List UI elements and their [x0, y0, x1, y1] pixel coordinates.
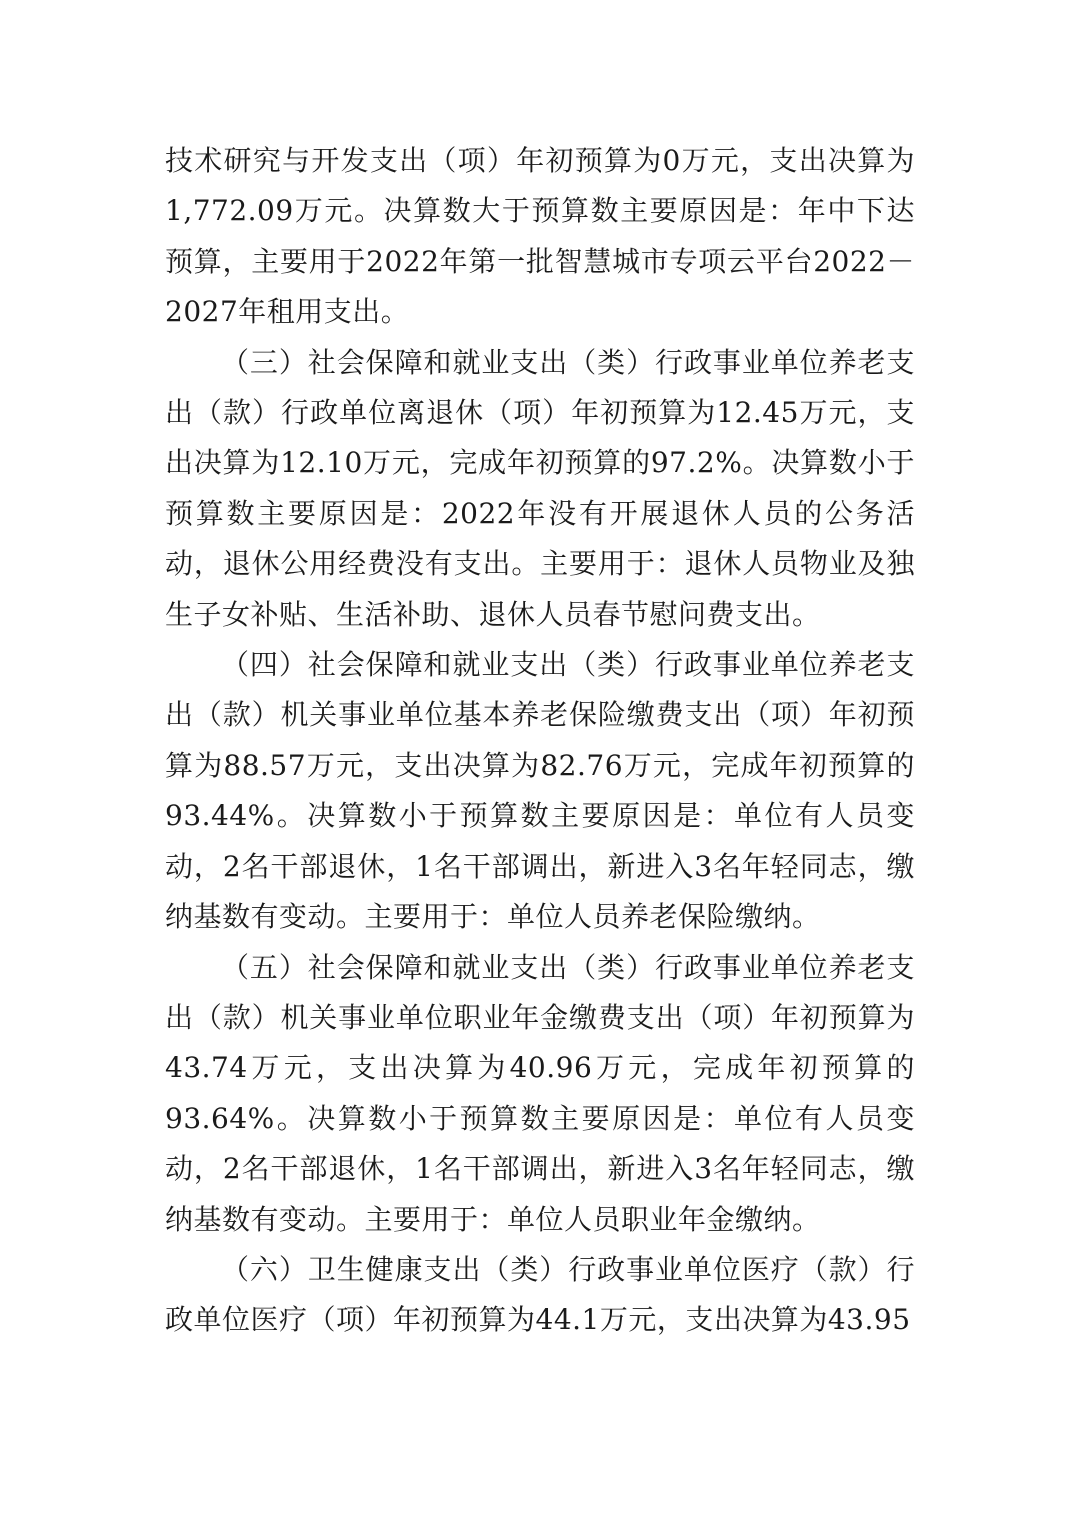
- paragraph-section-5: （五）社会保障和就业支出（类）行政事业单位养老支出（款）机关事业单位职业年金缴费支出（项）年初预算为43.74万元，支出决算为40.96万元，完成年初预算的93.64%。决算数小于预算数主要原因是：单位有人员变动，2名干部退休，1名干部调出，新进入3名年轻同志，缴纳基数有变动。主要用于：单位人员职业年金缴纳。: [165, 950, 915, 1236]
- paragraph-section-4: （四）社会保障和就业支出（类）行政事业单位养老支出（款）机关事业单位基本养老保险缴费支出（项）年初预算为88.57万元，支出决算为82.76万元，完成年初预算的93.44%。决算数小于预算数主要原因是：单位有人员变动，2名干部退休，1名干部调出，新进入3名年轻同志，缴纳基数有变动。主要用于：单位人员养老保险缴纳。: [165, 648, 915, 934]
- document-body: [165, 136, 915, 1346]
- paragraph-tech-rd: 技术研究与开发支出（项）年初预算为0万元，支出决算为1,772.09万元。决算数大于预算数主要原因是：年中下达预算，主要用于2022年第一批智慧城市专项云平台2022－2027年租用支出。: [165, 144, 915, 329]
- paragraph-section-3: （三）社会保障和就业支出（类）行政事业单位养老支出（款）行政单位离退休（项）年初预算为12.45万元，支出决算为12.10万元，完成年初预算的97.2%。决算数小于预算数主要原因是：2022年没有开展退休人员的公务活动，退休公用经费没有支出。主要用于：退休人员物业及独生子女补贴、生活补助、退休人员春节慰问费支出。: [165, 345, 915, 631]
- paragraph-section-6: （六）卫生健康支出（类）行政事业单位医疗（款）行政单位医疗（项）年初预算为44.1万元，支出决算为43.95: [165, 1252, 915, 1337]
